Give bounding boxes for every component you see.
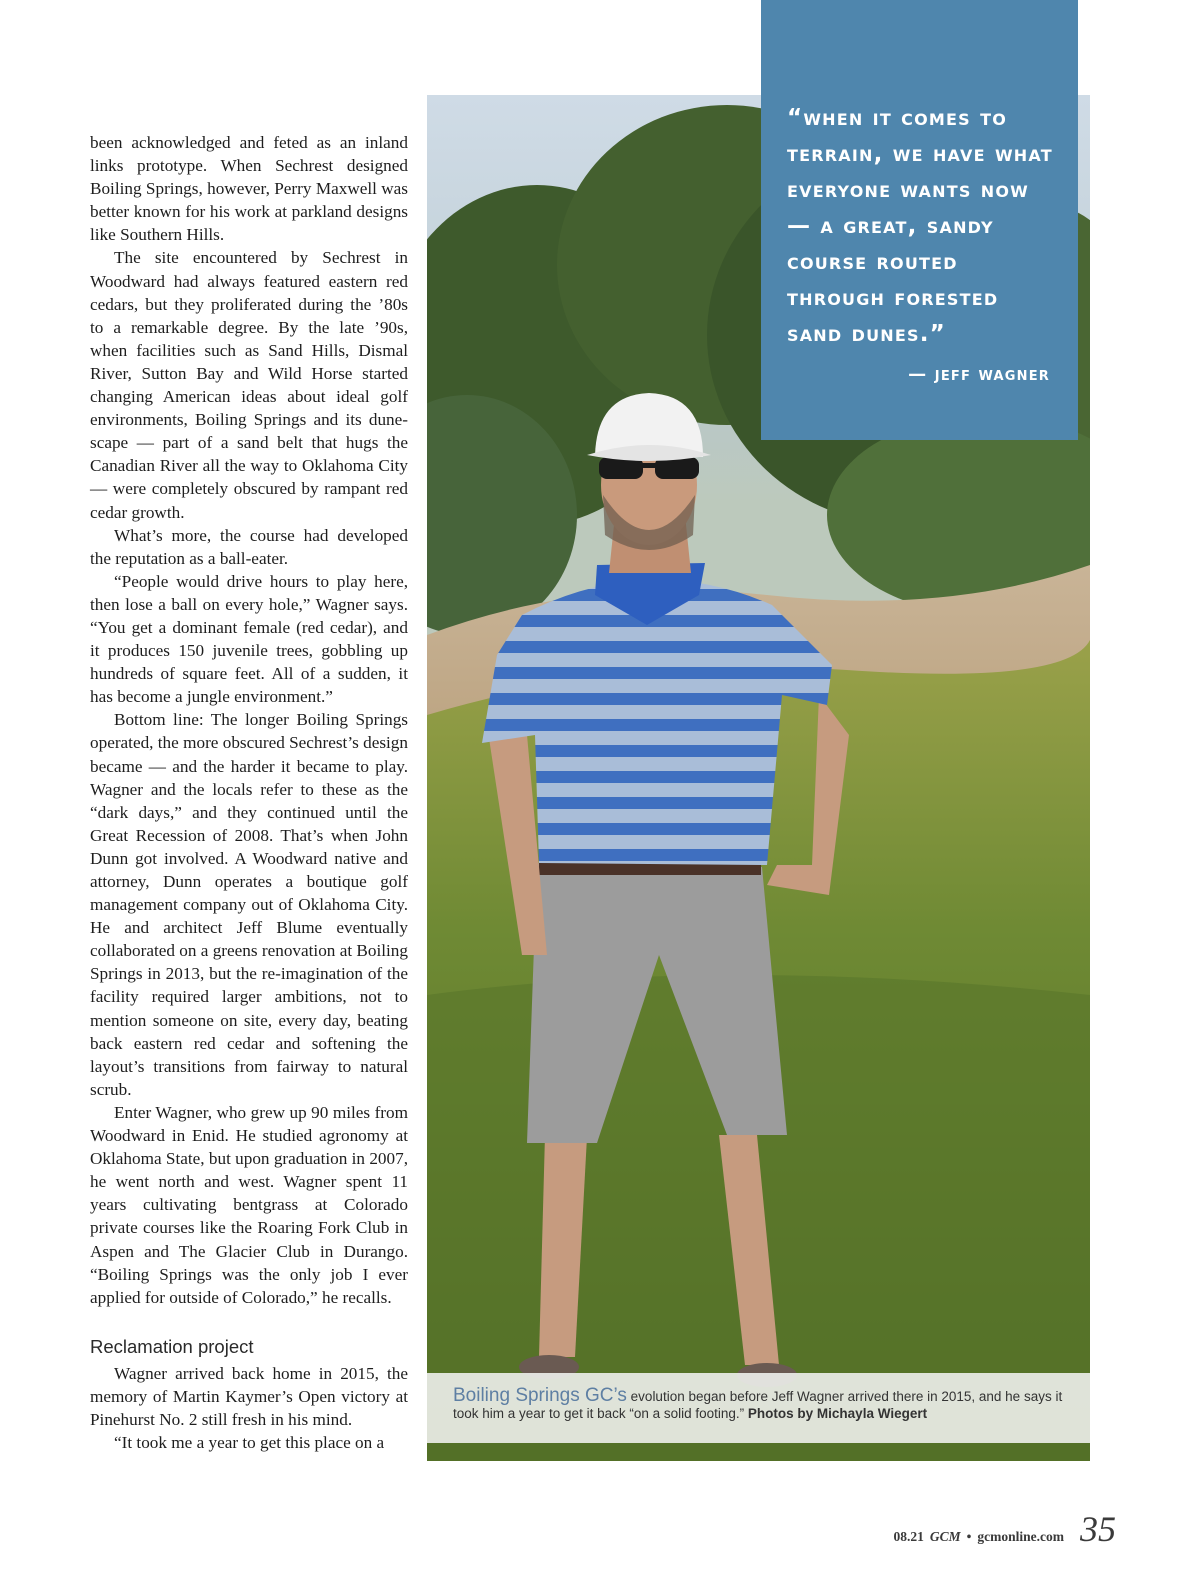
issue-date: 08.21 bbox=[893, 1529, 924, 1544]
pull-quote bbox=[761, 0, 1078, 440]
pull-quote-text: “when it comes to terrain, we have what everyone wants now — a great, sandy course routed through forested sand dunes.” bbox=[787, 105, 1053, 347]
photo-caption bbox=[427, 1373, 1090, 1443]
caption-lead: Boiling Springs GC’s bbox=[453, 1385, 627, 1406]
paragraph: been acknowledged and feted as an inland links prototype. When Sechrest designed Boiling Springs, however, Perry Maxwell was better known for his work at parkland designs like Southern Hills. bbox=[90, 133, 408, 245]
article-column bbox=[90, 131, 408, 1454]
page-number: 35 bbox=[1080, 1509, 1116, 1549]
pull-quote-attribution: — jeff wagner bbox=[908, 364, 1050, 385]
website-link[interactable]: gcmonline.com bbox=[977, 1529, 1064, 1544]
footer-bullet: • bbox=[966, 1529, 972, 1544]
paragraph: What’s more, the course had developed the reputation as a ball-eater. bbox=[90, 525, 408, 568]
paragraph: Enter Wagner, who grew up 90 miles from Woodward in Enid. He studied agronomy at Oklahoma State, but upon graduation in 2007, he went north and west. Wagner spent 11 years cultivating bentgrass at Colorado private courses like the Roaring Fork Club in Aspen and The Glacier Club in Durango. “Boiling Springs was the only job I ever applied for outside of Colorado,” he recalls. bbox=[90, 1102, 408, 1307]
paragraph: “It took me a year to get this place on a bbox=[114, 1433, 385, 1453]
section-subhead: Reclamation project bbox=[90, 1335, 254, 1357]
paragraph: Wagner arrived back home in 2015, the memory of Martin Kaymer’s Open victory at Pinehurst No. 2 still fresh in his mind. bbox=[90, 1363, 408, 1430]
photo-credit: Photos by Michayla Wiegert bbox=[747, 1406, 928, 1421]
caption-body: evolution began before Jeff Wagner arrived there in 2015, and he says it took him a year to get it back “on a solid footing.” bbox=[453, 1389, 1063, 1421]
magazine-name: GCM bbox=[929, 1529, 961, 1544]
paragraph: The site encountered by Sechrest in Woodward had always featured eastern red cedars, but they proliferated during the ’80s to a remarkable degree. By the late ’90s, when facilities such as Sand Hills, Dismal River, Sutton Bay and Wild Horse started changing American ideas about ideal golf environments, Boiling Springs and its dunescape — part of a sand belt that hugs the Canadian River all the way to Oklahoma City — were completely obscured by rampant red cedar growth. bbox=[90, 248, 408, 522]
paragraph: “People would drive hours to play here, then lose a ball on every hole,” Wagner says. “You get a dominant female (red cedar), and it produces 150 juvenile trees, gobbling up hundreds of square feet. All of a sudden, it has become a jungle environment.” bbox=[90, 571, 408, 707]
page-footer bbox=[894, 1508, 1117, 1550]
paragraph: Bottom line: The longer Boiling Springs operated, the more obscured Sechrest’s design became — and the harder it became to play. Wagner and the locals refer to these as the “dark days,” and they continued until the Great Recession of 2008. That’s when John Dunn got involved. A Woodward native and attorney, Dunn operates a boutique golf management company out of Oklahoma City. He and architect Jeff Blume eventually collaborated on a greens renovation at Boiling Springs in 2013, but the re-imagination of the facility required larger ambitions, not to mention someone on site, every day, beating back eastern red cedar and softening the layout’s transitions from fairway to natural scrub. bbox=[90, 710, 408, 1099]
